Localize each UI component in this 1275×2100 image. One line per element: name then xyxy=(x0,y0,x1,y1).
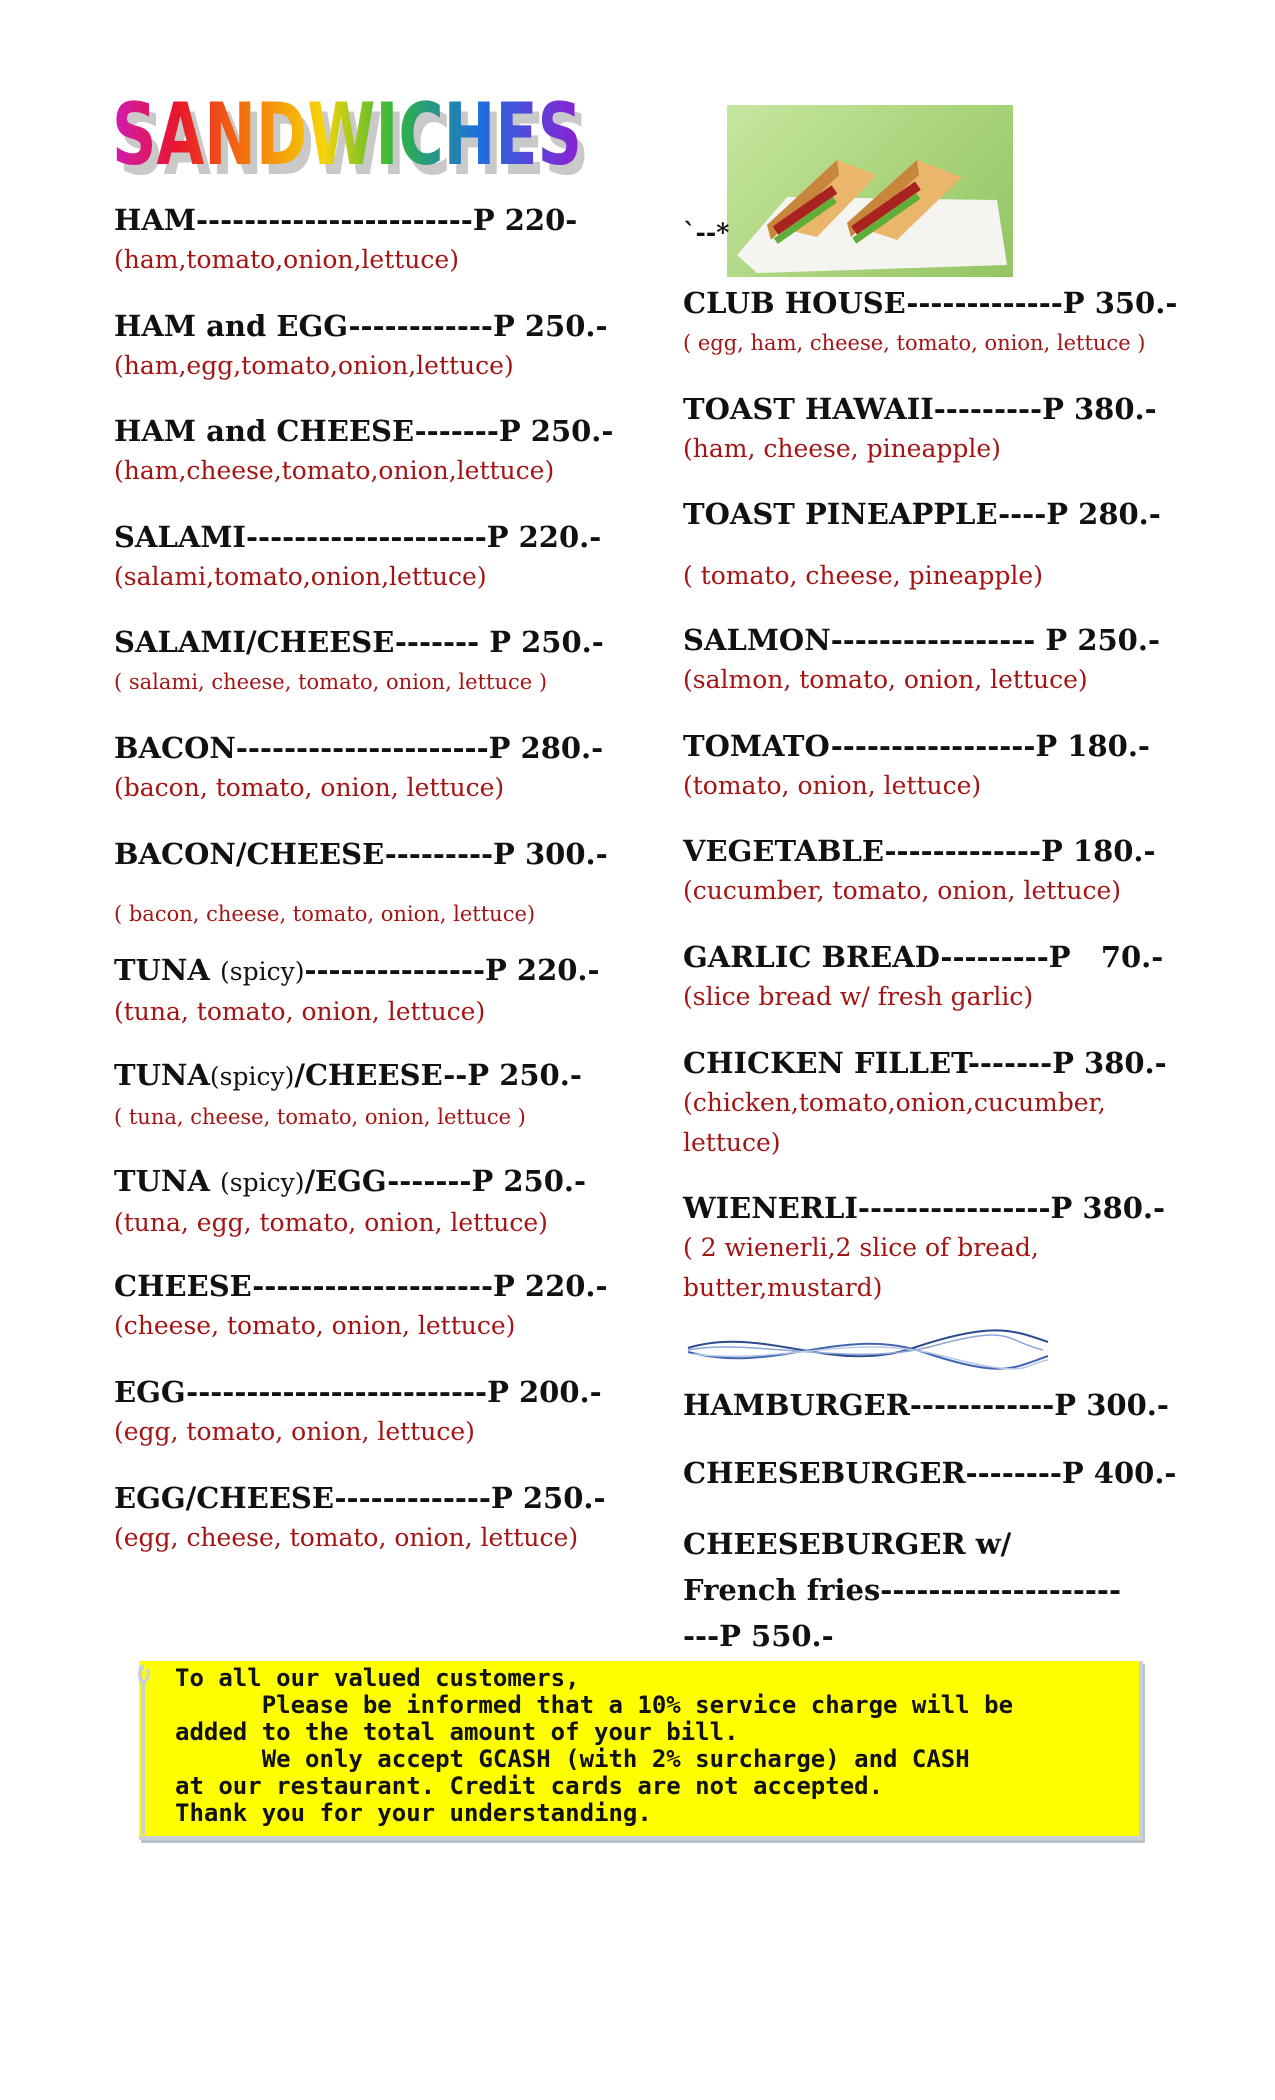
item-description: (ham,cheese,tomato,onion,lettuce) xyxy=(114,456,555,486)
stray-mark: `--* xyxy=(683,218,730,247)
menu-item-bacon xyxy=(114,728,634,834)
item-description: (cucumber, tomato, onion, lettuce) xyxy=(683,876,1121,906)
menu-item-toast-pineapple xyxy=(683,494,1163,620)
menu-title xyxy=(110,80,610,185)
item-name-main: TUNA xyxy=(114,952,220,987)
notice-line: added to the total amount of your bill. xyxy=(175,1718,739,1746)
item-name xyxy=(114,1161,634,1203)
menu-item-hamburger xyxy=(683,1385,1183,1453)
item-name: HAMBURGER------------P 300.- xyxy=(683,1388,1169,1422)
menu-item-vegetable xyxy=(683,831,1163,937)
item-description: ( 2 wienerli,2 slice of bread, butter,mustard) xyxy=(683,1232,1039,1302)
sandwich-photo xyxy=(727,105,1013,277)
item-name: BACON/CHEESE---------P 300.- xyxy=(114,836,608,871)
item-description: ( salami, cheese, tomato, onion, lettuce ) xyxy=(114,670,548,695)
notice-text xyxy=(175,1665,1125,1827)
item-description: (tomato, onion, lettuce) xyxy=(683,770,982,800)
item-description: (slice bread w/ fresh garlic) xyxy=(683,981,1034,1011)
menu-left-column xyxy=(114,200,634,1583)
menu-item-egg xyxy=(114,1372,634,1478)
menu-item-salami xyxy=(114,517,634,623)
item-description: ( bacon, cheese, tomato, onion, lettuce) xyxy=(114,901,536,926)
item-description: (bacon, tomato, onion, lettuce) xyxy=(114,772,505,802)
item-name: BACON---------------------P 280.- xyxy=(114,730,604,765)
notice-line: at our restaurant. Credit cards are not accepted. xyxy=(175,1772,884,1800)
menu-item-tuna-egg xyxy=(114,1161,634,1267)
item-name: TOAST HAWAII---------P 380.- xyxy=(683,391,1157,426)
item-name: HAM-----------------------P 220- xyxy=(114,203,578,237)
item-name: GARLIC BREAD---------P 70.- xyxy=(683,939,1164,974)
customer-notice xyxy=(135,1655,1150,1845)
menu-item-ham xyxy=(114,200,634,306)
notice-line: We only accept GCASH (with 2% surcharge) and CASH xyxy=(175,1745,970,1773)
item-name: TOMATO-----------------P 180.- xyxy=(683,728,1150,763)
wave-divider xyxy=(683,1320,1053,1380)
item-description: ( tuna, cheese, tomato, onion, lettuce ) xyxy=(114,1105,526,1130)
notice-line: Thank you for your understanding. xyxy=(175,1799,652,1827)
item-description: (cheese, tomato, onion, lettuce) xyxy=(114,1311,516,1341)
item-name: SALAMI--------------------P 220.- xyxy=(114,519,602,554)
menu-item-ham-cheese xyxy=(114,411,634,517)
menu-item-salmon xyxy=(683,620,1163,726)
item-name-rest: /CHEESE--P 250.- xyxy=(294,1058,582,1093)
item-description: (salami,tomato,onion,lettuce) xyxy=(114,561,487,591)
item-name: HAM and CHEESE-------P 250.- xyxy=(114,414,614,449)
item-description: (egg, cheese, tomato, onion, lettuce) xyxy=(114,1522,579,1552)
item-description: (salmon, tomato, onion, lettuce) xyxy=(683,665,1088,695)
menu-item-tomato xyxy=(683,726,1163,832)
item-name: CHEESEBURGER--------P 400.- xyxy=(683,1456,1177,1490)
item-description: (ham, cheese, pineapple) xyxy=(683,433,1001,463)
item-name: CHEESE--------------------P 220.- xyxy=(114,1269,608,1304)
menu-item-bacon-cheese xyxy=(114,834,634,950)
item-description: (egg, tomato, onion, lettuce) xyxy=(114,1416,475,1446)
notice-curl xyxy=(135,1655,165,1845)
menu-item-tuna-cheese xyxy=(114,1055,634,1161)
item-description: (tuna, tomato, onion, lettuce) xyxy=(114,996,486,1026)
item-name: CLUB HOUSE-------------P 350.- xyxy=(683,286,1178,320)
item-name xyxy=(114,950,634,992)
item-name-main: TUNA xyxy=(114,1163,220,1198)
spicy-tag: (spicy) xyxy=(219,1167,305,1197)
item-name-rest: ---------------P 220.- xyxy=(304,952,600,987)
item-name: VEGETABLE-------------P 180.- xyxy=(683,834,1156,869)
item-description: (ham,egg,tomato,onion,lettuce) xyxy=(114,350,514,380)
item-name: SALMON----------------- P 250.- xyxy=(683,623,1160,658)
item-name: CHEESEBURGER w/ French fries-----------------------P 550.- xyxy=(683,1527,1122,1653)
menu-item-tuna xyxy=(114,950,634,1056)
item-name: WIENERLI----------------P 380.- xyxy=(683,1190,1166,1225)
menu-item-ham-egg xyxy=(114,306,634,412)
menu-item-club-house xyxy=(683,283,1178,389)
menu-item-cheeseburger xyxy=(683,1453,1183,1521)
notice-line: To all our valued customers, xyxy=(175,1664,580,1692)
spicy-tag: (spicy) xyxy=(209,1062,295,1092)
menu-item-cheeseburger-fries xyxy=(683,1521,1183,1653)
item-description: (chicken,tomato,onion,cucumber, lettuce) xyxy=(683,1087,1106,1157)
menu-item-cheese xyxy=(114,1266,634,1372)
item-name: SALAMI/CHEESE------- P 250.- xyxy=(114,625,604,660)
burger-section xyxy=(683,1385,1183,1653)
menu-item-toast-hawaii xyxy=(683,389,1163,495)
item-name: TOAST PINEAPPLE----P 280.- xyxy=(683,497,1161,532)
item-name: EGG/CHEESE-------------P 250.- xyxy=(114,1480,606,1515)
menu-item-wienerli xyxy=(683,1188,1166,1333)
title-text: SANDWICHES xyxy=(112,85,582,185)
item-name: CHICKEN FILLET-------P 380.- xyxy=(683,1045,1167,1080)
menu-right-column xyxy=(683,283,1178,1333)
spicy-tag: (spicy) xyxy=(219,956,305,986)
item-name xyxy=(114,1055,634,1097)
item-description: ( egg, ham, cheese, tomato, onion, lettuce ) xyxy=(683,331,1146,355)
item-name-rest: /EGG-------P 250.- xyxy=(304,1163,587,1198)
item-description: (ham,tomato,onion,lettuce) xyxy=(114,245,459,274)
menu-item-chicken-fillet xyxy=(683,1043,1167,1188)
menu-item-egg-cheese xyxy=(114,1478,634,1584)
menu-item-garlic-bread xyxy=(683,937,1163,1043)
item-name-main: TUNA xyxy=(114,1058,210,1093)
item-description: ( tomato, cheese, pineapple) xyxy=(683,561,1043,591)
item-description: (tuna, egg, tomato, onion, lettuce) xyxy=(114,1207,548,1237)
item-name: EGG-------------------------P 200.- xyxy=(114,1374,602,1409)
notice-line: Please be informed that a 10% service charge will be xyxy=(175,1691,1014,1719)
menu-item-salami-cheese xyxy=(114,622,634,728)
item-name: HAM and EGG------------P 250.- xyxy=(114,308,608,343)
title-shadow: SANDWICHES xyxy=(119,95,589,185)
